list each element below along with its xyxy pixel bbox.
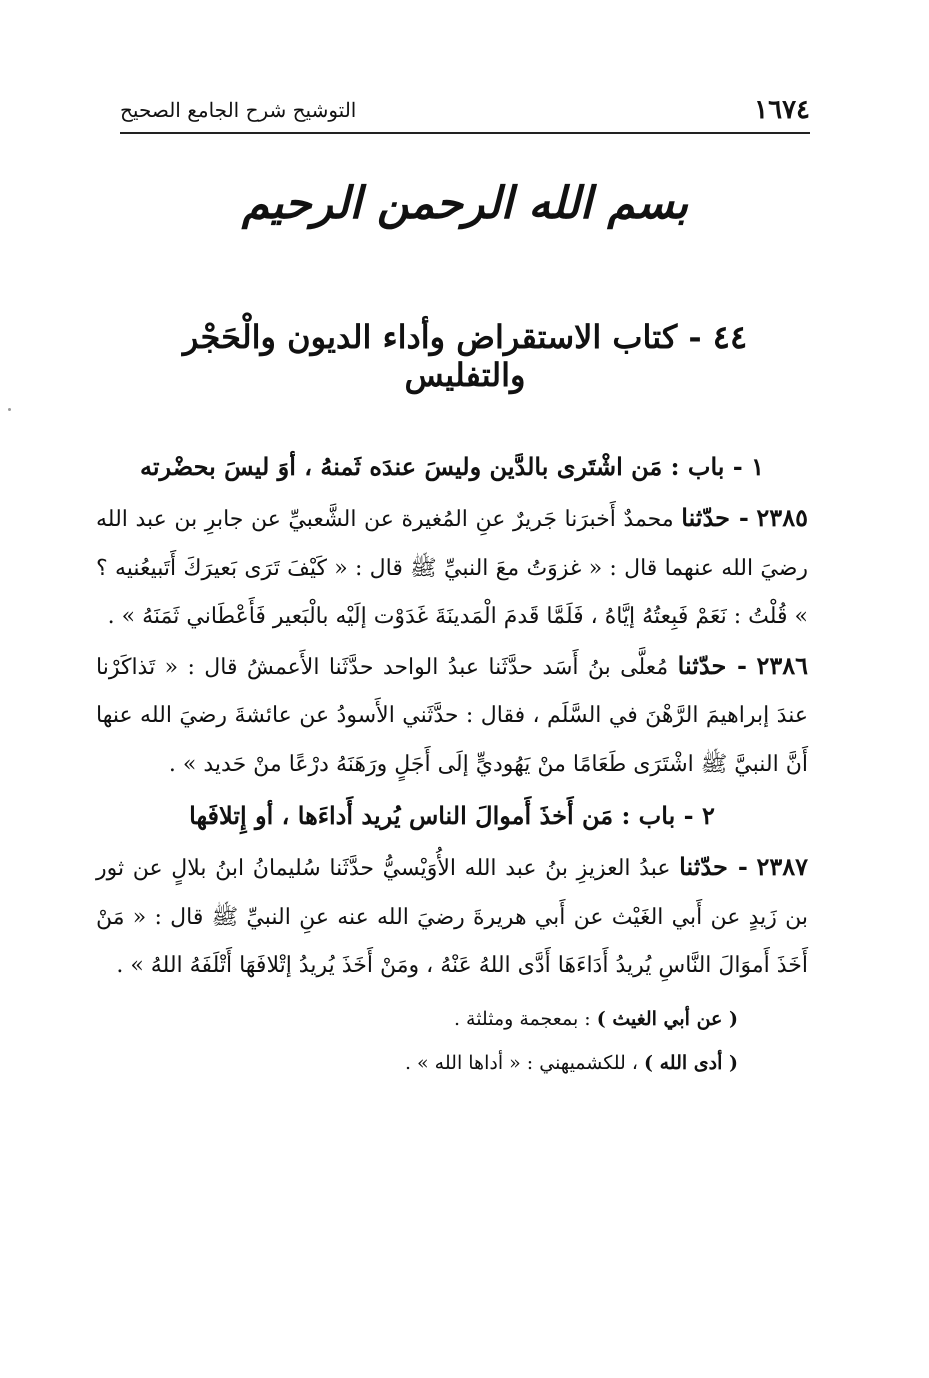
hadith-paragraph: [96, 843, 808, 991]
book-title: ٤٤ - كتاب الاستقراض وأداء الديون والْحَجْر والتفليس: [182, 318, 748, 394]
hadith-paragraph: [96, 642, 808, 790]
hadith-text: محمدٌ أَخبرَنا جَريرٌ عنِ المُغيرة عن الشَّعبيِّ عن جابرِ بن عبد الله رضيَ الله عنهما قال : « غزوَتُ معَ النبيِّ ﷺ قال : « كَيْفَ تَرَى بَعيرَكَ أَتَبيعُنيه ؟ » قُلْتُ : نَعَمْ فَبِعتُهُ إيَّاهُ ، فَلَمَّا قَدمَ الْمَدينَةَ غَدَوْت إلَيْه بالْبَعير فَأَعْطَاني ثَمَنَهُ » .: [96, 507, 809, 629]
hadith-number: ٢٣٨٦: [756, 650, 808, 680]
page-number: ١٦٧٤: [754, 95, 810, 125]
chapter-heading: ١ - باب : مَن اشْتَرى بالدَّين وليسَ عندَه ثَمنهُ ، أوَ ليسَ بحضْرته: [139, 452, 764, 481]
note-text: ، للكشميهني : « أداها الله » .: [404, 1051, 645, 1074]
hadith-dash: -: [726, 650, 748, 680]
chapter-heading: ٢ - باب : مَن أَخذَ أَموالَ الناس يُريد أَداءَها ، أو إِتلافَها: [189, 801, 715, 830]
page-body: [96, 440, 808, 1085]
hadith-text: عبدُ العزيزِ بنُ عبد الله الأُوَيْسيُّ حدَّثَنا سُليمانُ ابنُ بلالٍ عن ثور بن زَيدٍ عن أَبي الغَيْث عن أَبي هريرةَ رضيَ الله عنه عنِ النبيِّ ﷺ قال : « مَنْ أَخَذَ أَموَالَ النَّاسِ يُريدُ أَدَاءَهَا أَدَّى اللهُ عَنْهُ ، ومَنْ أَخَذَ يُريدُ إتْلافَهَا أَتْلَفَهُ اللهُ » .: [96, 856, 808, 978]
basmala: بسم الله الرحمن الرحيم: [241, 178, 689, 229]
running-title: التوشيح شرح الجامع الصحيح: [120, 98, 357, 122]
hadith-lead: حدّثنا: [677, 650, 727, 680]
hadith-text: مُعلَّى بنُ أَسَد حدَّثَنا عبدُ الواحد حدَّثَنا الأَعمشُ قال : « تَذاكَرْنا عندَ إبراهيمَ الرَّهْنَ في السَّلَم ، فقال : حدَّثَني الأَسودُ عن عائشةَ رضيَ الله عنها أَنَّ النبيَّ ﷺ اشْتَرَى طَعَامًا منْ يَهُوديٍّ إلَى أَجَلٍ ورَهَنَهُ درْعًا منْ حَديد » .: [96, 654, 808, 777]
note-text: : بمعجمة ومثلثة .: [453, 1007, 597, 1030]
hadith-number: ٢٣٨٧: [756, 852, 809, 881]
hadith-number: ٢٣٨٥: [756, 503, 808, 532]
page-header: [120, 88, 810, 134]
hadith-dash: -: [727, 852, 748, 881]
commentary-note: [96, 997, 738, 1041]
hadith-paragraph: [96, 494, 808, 642]
commentary-note: [96, 1041, 738, 1085]
hadith-lead: حدّثنا: [681, 503, 730, 532]
note-term: ( عن أبي الغيث ): [596, 1007, 738, 1030]
hadith-lead: حدّثنا: [679, 852, 728, 881]
hadith-dash: -: [729, 503, 749, 532]
note-term: ( أدى الله ): [644, 1051, 738, 1074]
margin-speck: [8, 408, 11, 411]
commentary-notes: [96, 997, 808, 1085]
